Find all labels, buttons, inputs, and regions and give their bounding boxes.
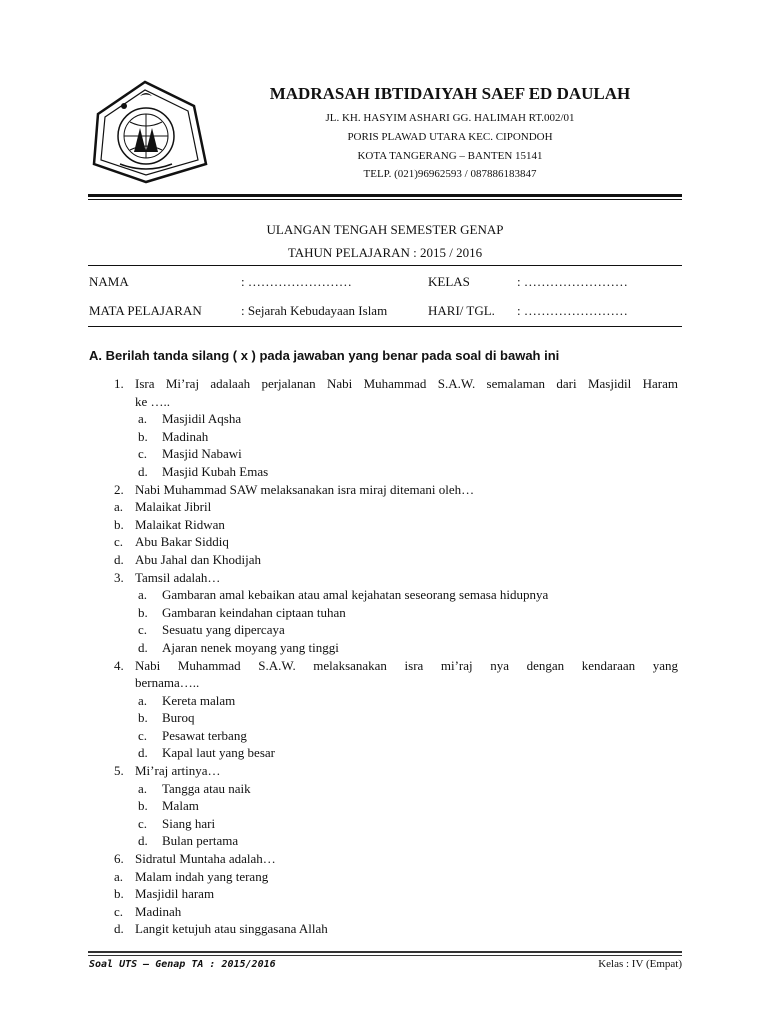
option-text: Sesuatu yang dipercaya — [162, 622, 285, 638]
option-row[interactable] — [0, 903, 768, 921]
option-text: Langit ketujuh atau singgasana Allah — [135, 921, 328, 937]
option-row[interactable] — [0, 428, 768, 446]
option-text: Tangga atau naik — [162, 780, 251, 796]
question-6 — [0, 850, 768, 868]
option-text: Madinah — [135, 903, 182, 919]
name-label: NAMA — [89, 274, 129, 289]
address-line-1: JL. KH. HASYIM ASHARI GG. HALIMAH RT.002/01 — [325, 112, 575, 124]
question-text: Nabi Muhammad S.A.W. melaksanakan isra mi’raj nya dengan kendaraan yang — [135, 657, 678, 673]
option-row[interactable] — [0, 516, 768, 534]
exam-title: ULANGAN TENGAH SEMESTER GENAP — [266, 222, 504, 237]
option-letter: b. — [138, 604, 148, 620]
question-text: Mi’raj artinya… — [135, 763, 221, 779]
exam-year: TAHUN PELAJARAN : 2015 / 2016 — [287, 245, 483, 260]
option-row[interactable] — [0, 463, 768, 481]
option-row[interactable] — [0, 604, 768, 622]
info-bottom-rule — [88, 326, 682, 327]
option-text: Masjidil Aqsha — [162, 411, 242, 427]
class-label: KELAS — [428, 274, 470, 289]
header-divider — [88, 194, 682, 197]
option-row[interactable] — [0, 832, 768, 850]
question-text: Sidratul Muntaha adalah… — [135, 851, 276, 867]
option-text: Bulan pertama — [162, 833, 239, 849]
option-text: Madinah — [162, 428, 209, 444]
option-letter: c. — [138, 622, 148, 638]
option-text: Buroq — [162, 710, 195, 726]
option-letter: b. — [114, 886, 124, 902]
option-row[interactable] — [0, 744, 768, 762]
option-letter: d. — [138, 463, 148, 479]
option-row[interactable] — [0, 780, 768, 798]
date-field[interactable]: : …………………… — [517, 303, 628, 318]
question-1 — [0, 375, 768, 393]
date-label: HARI/ TGL. — [428, 303, 495, 318]
option-row[interactable] — [0, 797, 768, 815]
footer-class-label: Kelas : IV (Empat) — [598, 958, 682, 970]
class-field[interactable]: : …………………… — [517, 274, 628, 289]
question-number: 4. — [114, 657, 124, 673]
question-text: Tamsil adalah… — [135, 569, 221, 585]
option-letter: a. — [138, 780, 148, 796]
option-letter: a. — [138, 692, 148, 708]
question-text: Isra Mi’raj adalaah perjalanan Nabi Muhammad S.A.W. semalaman dari Masjidil Haram — [135, 376, 678, 391]
subject-label: MATA PELAJARAN — [89, 303, 202, 318]
option-text: Masjid Nabawi — [162, 446, 242, 462]
option-letter: b. — [138, 428, 148, 444]
option-text: Siang hari — [162, 815, 216, 831]
question-text: Nabi Muhammad SAW melaksanakan isra miraj ditemani oleh… — [135, 481, 475, 497]
question-5 — [0, 762, 768, 780]
option-letter: c. — [114, 534, 124, 550]
option-text: Masjidil haram — [135, 886, 215, 902]
option-text: Kapal laut yang besar — [162, 745, 275, 761]
option-row[interactable] — [0, 885, 768, 903]
option-letter: c. — [138, 446, 148, 462]
option-row[interactable] — [0, 639, 768, 657]
option-row[interactable] — [0, 445, 768, 463]
option-letter: d. — [138, 745, 148, 761]
footer-divider — [88, 951, 682, 953]
option-row[interactable] — [0, 586, 768, 604]
option-row[interactable] — [0, 920, 768, 938]
option-letter: d. — [114, 551, 124, 567]
address-line-3: KOTA TANGERANG – BANTEN 15141 — [357, 150, 543, 162]
option-row[interactable] — [0, 533, 768, 551]
option-text: Malaikat Jibril — [135, 499, 212, 515]
option-text: Gambaran keindahan ciptaan tuhan — [162, 604, 346, 620]
question-number: 3. — [114, 569, 124, 585]
section-a-instruction: A. Berilah tanda silang ( x ) pada jawaban yang benar pada soal di bawah ini — [89, 348, 560, 363]
option-row[interactable] — [0, 621, 768, 639]
option-letter: b. — [138, 710, 148, 726]
question-text-continued: bernama….. — [135, 675, 200, 691]
option-letter: d. — [138, 833, 148, 849]
option-row[interactable] — [0, 868, 768, 886]
option-row[interactable] — [0, 410, 768, 428]
option-text: Abu Jahal dan Khodijah — [135, 551, 262, 567]
footer-exam-label: Soal UTS – Genap TA : 2015/2016 — [89, 959, 276, 970]
option-row[interactable] — [0, 692, 768, 710]
option-letter: d. — [138, 639, 148, 655]
option-text: Ajaran nenek moyang yang tinggi — [162, 639, 339, 655]
option-letter: a. — [138, 411, 148, 427]
option-letter: b. — [138, 798, 148, 814]
name-field[interactable]: : …………………… — [241, 274, 352, 289]
school-name: MADRASAH IBTIDAIYAH SAEF ED DAULAH — [269, 84, 631, 103]
option-letter: c. — [114, 903, 124, 919]
option-text: Malam indah yang terang — [135, 868, 269, 884]
option-row[interactable] — [0, 815, 768, 833]
question-list — [0, 375, 768, 938]
option-letter: c. — [138, 815, 148, 831]
info-top-rule — [88, 265, 682, 266]
option-text: Pesawat terbang — [162, 727, 247, 743]
question-number: 1. — [114, 376, 124, 391]
address-line-2: PORIS PLAWAD UTARA KEC. CIPONDOH — [347, 131, 553, 143]
option-text: Abu Bakar Siddiq — [135, 534, 229, 550]
subject-value: : Sejarah Kebudayaan Islam — [241, 303, 388, 318]
phone-line: TELP. (021)96962593 / 087886183847 — [363, 168, 537, 180]
school-logo — [80, 78, 210, 186]
option-letter: a. — [114, 499, 124, 515]
option-row[interactable] — [0, 727, 768, 745]
question-text-continued: ke ….. — [135, 393, 171, 409]
question-number: 2. — [114, 481, 124, 497]
question-3 — [0, 569, 768, 587]
question-4 — [0, 657, 768, 675]
option-letter: a. — [114, 868, 124, 884]
option-row[interactable] — [0, 498, 768, 516]
option-letter: d. — [114, 921, 124, 937]
option-letter: c. — [138, 727, 148, 743]
question-2 — [0, 481, 768, 499]
footer-divider-thin — [88, 955, 682, 956]
header-divider-thin — [88, 199, 682, 200]
question-number: 5. — [114, 763, 124, 779]
option-letter: b. — [114, 516, 124, 532]
option-text: Masjid Kubah Emas — [162, 463, 269, 479]
option-text: Kereta malam — [162, 692, 236, 708]
option-text: Malaikat Ridwan — [135, 516, 225, 532]
option-row[interactable] — [0, 709, 768, 727]
option-letter: a. — [138, 587, 148, 603]
question-number: 6. — [114, 851, 124, 867]
option-text: Malam — [162, 798, 199, 814]
option-text: Gambaran amal kebaikan atau amal kejahatan seseorang semasa hidupnya — [162, 587, 549, 603]
option-row[interactable] — [0, 551, 768, 569]
